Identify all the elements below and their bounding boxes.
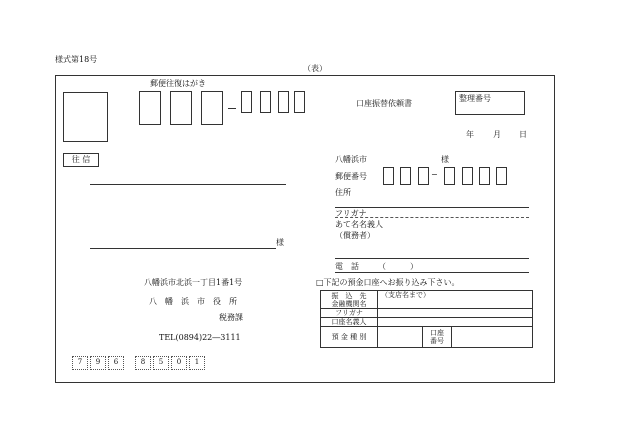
account-holder-label: 口座名義人 (321, 318, 378, 327)
applicant-name-line (335, 258, 529, 259)
applicant-phone-parens: （ ） (378, 262, 418, 271)
table-row (321, 309, 533, 318)
applicant-postal-box-6 (479, 167, 490, 185)
applicant-postal-box-5 (462, 167, 473, 185)
return-postal-digit: 5 (153, 356, 169, 370)
return-division: 税務課 (219, 313, 243, 322)
applicant-furigana-line (335, 217, 529, 218)
recipient-honorific: 様 (276, 238, 284, 247)
applicant-address-label: 住所 (335, 188, 351, 197)
applicant-city: 八幡浜市 (335, 155, 367, 164)
applicant-postal-box-1 (383, 167, 394, 185)
stamp-box (63, 92, 108, 142)
applicant-name-label-1: あて名名義人 (335, 220, 383, 229)
postal-box-4 (241, 91, 252, 113)
table-row (321, 318, 533, 327)
account-notice: □下記の預金口座へお振り込み下さい。 (316, 278, 460, 287)
form-number: 様式第18号 (55, 55, 98, 64)
postal-box-1 (139, 91, 161, 125)
deposit-type-label: 預 金 種 別 (321, 327, 378, 348)
return-postal-digit: 9 (90, 356, 106, 370)
transfer-to-value: （支店名まで） (378, 291, 533, 309)
transfer-to-label: 振 込 先 金融機関名 (321, 291, 378, 309)
account-number-label: 口座 番号 (423, 327, 452, 348)
postal-box-7 (294, 91, 305, 113)
applicant-phone-line (335, 272, 529, 273)
account-holder-value (378, 318, 533, 327)
applicant-postal-label: 郵便番号 (335, 172, 367, 181)
applicant-name-label-2: （償務者） (335, 231, 375, 240)
table-furigana-value (378, 309, 533, 318)
applicant-postal-box-2 (400, 167, 411, 185)
return-office: 八 幡 浜 市 役 所 (149, 297, 237, 306)
return-postal-digit: 6 (108, 356, 124, 370)
account-number-value (452, 327, 533, 348)
applicant-postal-box-7 (496, 167, 507, 185)
document-title: 口座振替依頼書 (356, 99, 412, 108)
applicant-phone-label: 電 話 (335, 262, 359, 271)
recipient-name-line (90, 248, 276, 249)
side-label: （表） (303, 64, 327, 73)
deposit-type-value (378, 327, 423, 348)
serial-number-box (455, 91, 525, 115)
return-postal-digit: 0 (171, 356, 187, 370)
account-table (320, 290, 533, 348)
applicant-address-line (335, 207, 529, 208)
table-row (321, 327, 533, 348)
date-year: 年 (466, 130, 474, 139)
postal-box-2 (170, 91, 192, 125)
table-furigana-label: フリガナ (321, 309, 378, 318)
serial-number-label: 整理番号 (459, 94, 491, 103)
return-postal-digit: 7 (72, 356, 88, 370)
postal-box-5 (260, 91, 271, 113)
postal-separator (228, 108, 236, 109)
return-tel: TEL(0894)22―3111 (159, 333, 241, 342)
return-postal-digit: 8 (135, 356, 151, 370)
outgoing-label: 往 信 (63, 153, 99, 167)
postal-box-3 (201, 91, 223, 125)
date-day: 日 (519, 130, 527, 139)
date-month: 月 (493, 130, 501, 139)
applicant-furigana-label: フリガナ (335, 209, 367, 218)
return-address: 八幡浜市北浜一丁目1番1号 (144, 278, 243, 287)
return-postal-digit: 1 (189, 356, 205, 370)
applicant-honorific: 様 (441, 155, 449, 164)
applicant-postal-separator: − (431, 170, 438, 179)
applicant-postal-box-4 (444, 167, 455, 185)
table-row (321, 291, 533, 309)
card-type-label: 郵便往復はがき (150, 79, 206, 88)
recipient-address-line (90, 184, 286, 185)
postal-box-6 (278, 91, 289, 113)
applicant-postal-box-3 (418, 167, 429, 185)
